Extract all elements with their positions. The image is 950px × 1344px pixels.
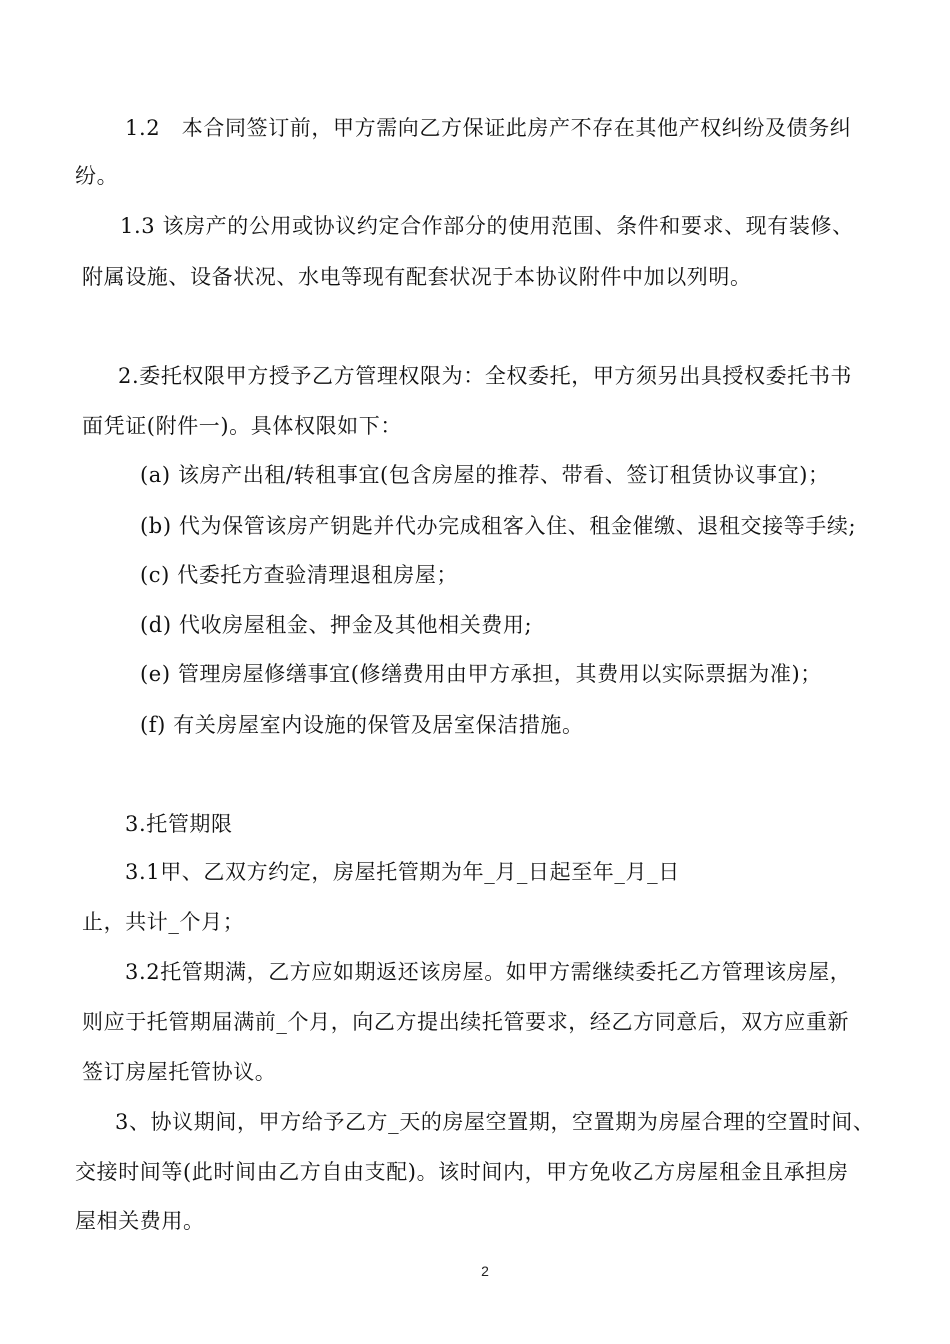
clause-1-3-line-2: 附属设施、设备状况、水电等现有配套状况于本协议附件中加以列明。 <box>82 265 752 289</box>
vacancy-clause-line-3: 屋相关费用。 <box>75 1209 205 1233</box>
vacancy-clause-line-2: 交接时间等(此时间由乙方自由支配)。该时间内，甲方免收乙方房屋租金且承担房 <box>75 1160 849 1184</box>
section-3-heading: 3.托管期限 <box>125 812 233 836</box>
permission-item-a: (a) 该房产出租/转租事宜(包含房屋的推荐、带看、签订租赁协议事宜)； <box>140 463 830 487</box>
page-number: 2 <box>481 1263 489 1279</box>
permission-item-d: (d) 代收房屋租金、押金及其他相关费用; <box>140 613 533 637</box>
clause-1-2-line-2: 纷。 <box>75 164 119 188</box>
clause-1-2-line-1: 1.2 本合同签订前，甲方需向乙方保证此房产不存在其他产权纠纷及债务纠 <box>125 116 852 140</box>
permission-item-c: (c) 代委托方查验清理退租房屋； <box>140 563 459 587</box>
clause-3-1-line-1: 3.1甲、乙双方约定，房屋托管期为年_月_日起至年_月_日 <box>125 860 680 884</box>
clause-3-2-line-1: 3.2托管期满，乙方应如期返还该房屋。如甲方需继续委托乙方管理该房屋， <box>125 960 852 984</box>
permission-item-b: (b) 代为保管该房产钥匙并代办完成租客入住、租金催缴、退租交接等手续; <box>140 514 857 538</box>
permission-item-e: (e) 管理房屋修缮事宜(修缮费用由甲方承担，其费用以实际票据为准)； <box>140 662 822 686</box>
clause-2-line-1: 2.委托权限甲方授予乙方管理权限为：全权委托，甲方须另出具授权委托书书 <box>118 364 853 388</box>
clause-3-2-line-3: 签订房屋托管协议。 <box>82 1060 277 1084</box>
vacancy-clause-line-1: 3、协议期间，甲方给予乙方_天的房屋空置期，空置期为房屋合理的空置时间、 <box>115 1110 875 1134</box>
clause-3-1-line-2: 止，共计_个月； <box>82 910 245 934</box>
permission-item-f: (f) 有关房屋室内设施的保管及居室保洁措施。 <box>140 713 584 737</box>
clause-2-line-2: 面凭证(附件一)。具体权限如下： <box>82 414 402 438</box>
clause-1-3-line-1: 1.3 该房产的公用或协议约定合作部分的使用范围、条件和要求、现有装修、 <box>120 214 854 238</box>
clause-3-2-line-2: 则应于托管期届满前_个月，向乙方提出续托管要求，经乙方同意后，双方应重新 <box>82 1010 850 1034</box>
